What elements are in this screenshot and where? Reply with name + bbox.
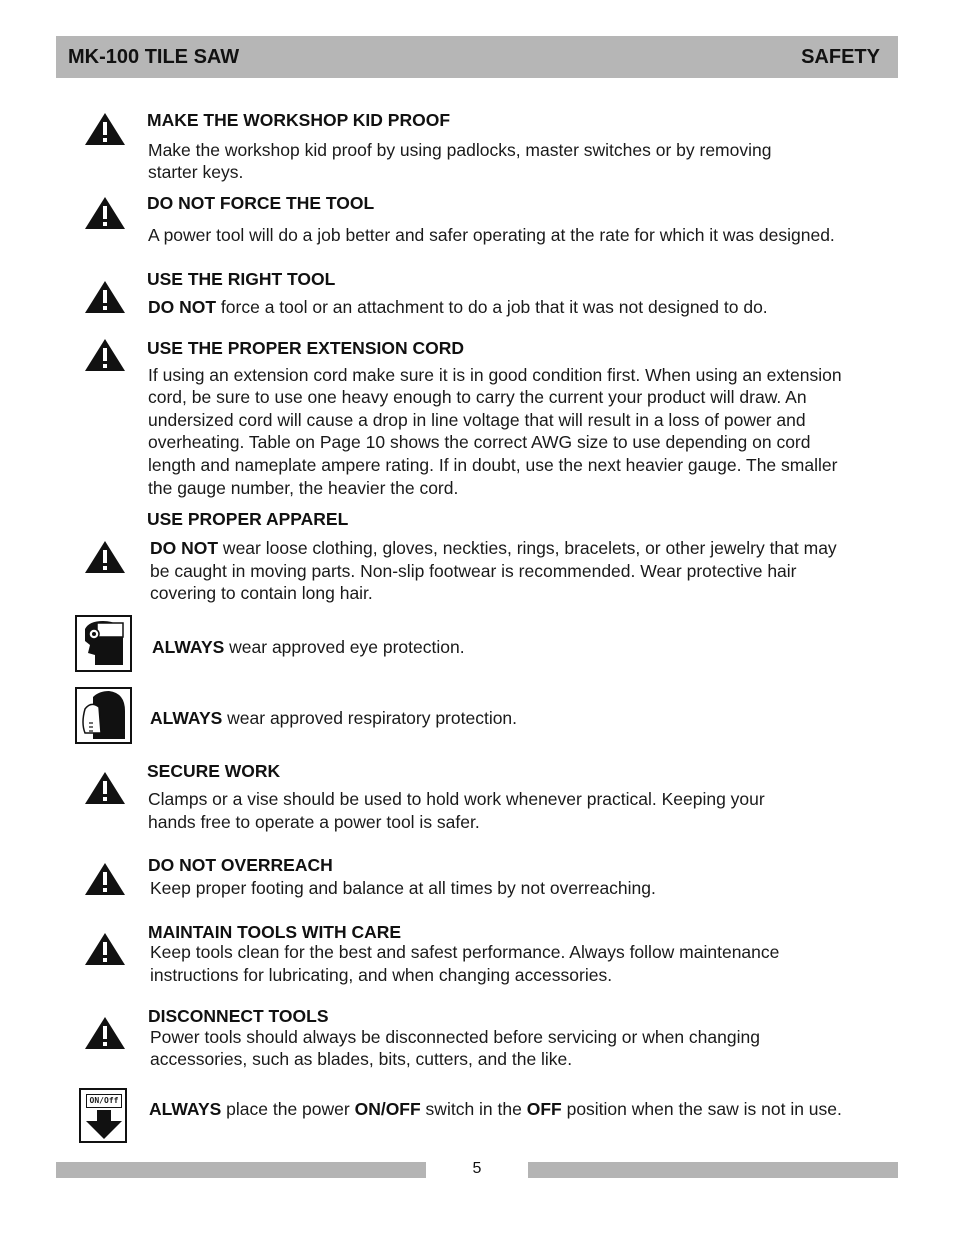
page-header [56, 36, 898, 78]
item-text: A power tool will do a job better and safer operating at the rate for which it was designed. [148, 225, 835, 245]
item-text: the gauge number, the heavier the cord. [148, 478, 459, 498]
section-title: SAFETY [801, 45, 880, 68]
item-text: If using an extension cord make sure it is in good condition first. When using an extension [148, 365, 842, 385]
warning-triangle-icon [84, 932, 126, 966]
item-text: ALWAYS wear approved respiratory protection. [150, 708, 518, 728]
item-text: DO NOT wear loose clothing, gloves, neckties, rings, bracelets, or other jewelry that may [150, 538, 837, 558]
item-text: Clamps or a vise should be used to hold work whenever practical. Keeping your [148, 789, 765, 809]
item-text: covering to contain long hair. [150, 583, 373, 603]
eye-protection-icon [75, 615, 132, 672]
item-text: accessories, such as blades, bits, cutters, and the like. [150, 1049, 573, 1069]
item-title: USE THE PROPER EXTENSION CORD [147, 338, 464, 358]
warning-triangle-icon [84, 112, 126, 146]
switch-label: ON/Off [86, 1094, 122, 1108]
warning-triangle-icon [84, 771, 126, 805]
warning-triangle-icon [84, 338, 126, 372]
item-title: USE THE RIGHT TOOL [147, 269, 336, 289]
warning-triangle-icon [84, 862, 126, 896]
item-text: undersized cord will cause a drop in line voltage that will result in a loss of power and [148, 410, 806, 430]
respiratory-protection-icon [75, 687, 132, 744]
item-text: DO NOT force a tool or an attachment to do a job that it was not designed to do. [148, 297, 768, 317]
item-text: ALWAYS place the power ON/OFF switch in the OFF position when the saw is not in use. [149, 1099, 842, 1119]
warning-triangle-icon [84, 1016, 126, 1050]
item-text: Keep proper footing and balance at all times by not overreaching. [150, 878, 656, 898]
item-text: Make the workshop kid proof by using padlocks, master switches or by removing [148, 140, 772, 160]
item-title: MAKE THE WORKSHOP KID PROOF [147, 110, 451, 130]
item-text: overheating. Table on Page 10 shows the correct AWG size to use depending on cord [148, 432, 811, 452]
item-text: hands free to operate a power tool is safer. [148, 812, 480, 832]
on-off-switch-icon [79, 1088, 127, 1143]
warning-triangle-icon [84, 196, 126, 230]
item-title: USE PROPER APPAREL [147, 509, 349, 529]
item-text: Power tools should always be disconnected before servicing or when changing [150, 1027, 760, 1047]
item-title: DO NOT OVERREACH [148, 855, 333, 875]
item-text: instructions for lubricating, and when changing accessories. [150, 965, 613, 985]
item-text: be caught in moving parts. Non-slip footwear is recommended. Wear protective hair [150, 561, 797, 581]
manual-title: MK-100 TILE SAW [68, 45, 240, 68]
item-title: MAINTAIN TOOLS WITH CARE [148, 922, 402, 942]
item-text: cord, be sure to use one heavy enough to carry the current your product will draw. An [148, 387, 807, 407]
item-title: SECURE WORK [147, 761, 281, 781]
item-text: length and nameplate ampere rating. If in doubt, use the next heavier gauge. The smaller [148, 455, 838, 475]
item-text: Keep tools clean for the best and safest performance. Always follow maintenance [150, 942, 780, 962]
item-text: ALWAYS wear approved eye protection. [152, 637, 465, 657]
warning-triangle-icon [84, 540, 126, 574]
item-text: starter keys. [148, 162, 244, 182]
page-number: 5 [472, 1160, 482, 1177]
item-title: DO NOT FORCE THE TOOL [147, 193, 375, 213]
item-title: DISCONNECT TOOLS [148, 1006, 329, 1026]
warning-triangle-icon [84, 280, 126, 314]
